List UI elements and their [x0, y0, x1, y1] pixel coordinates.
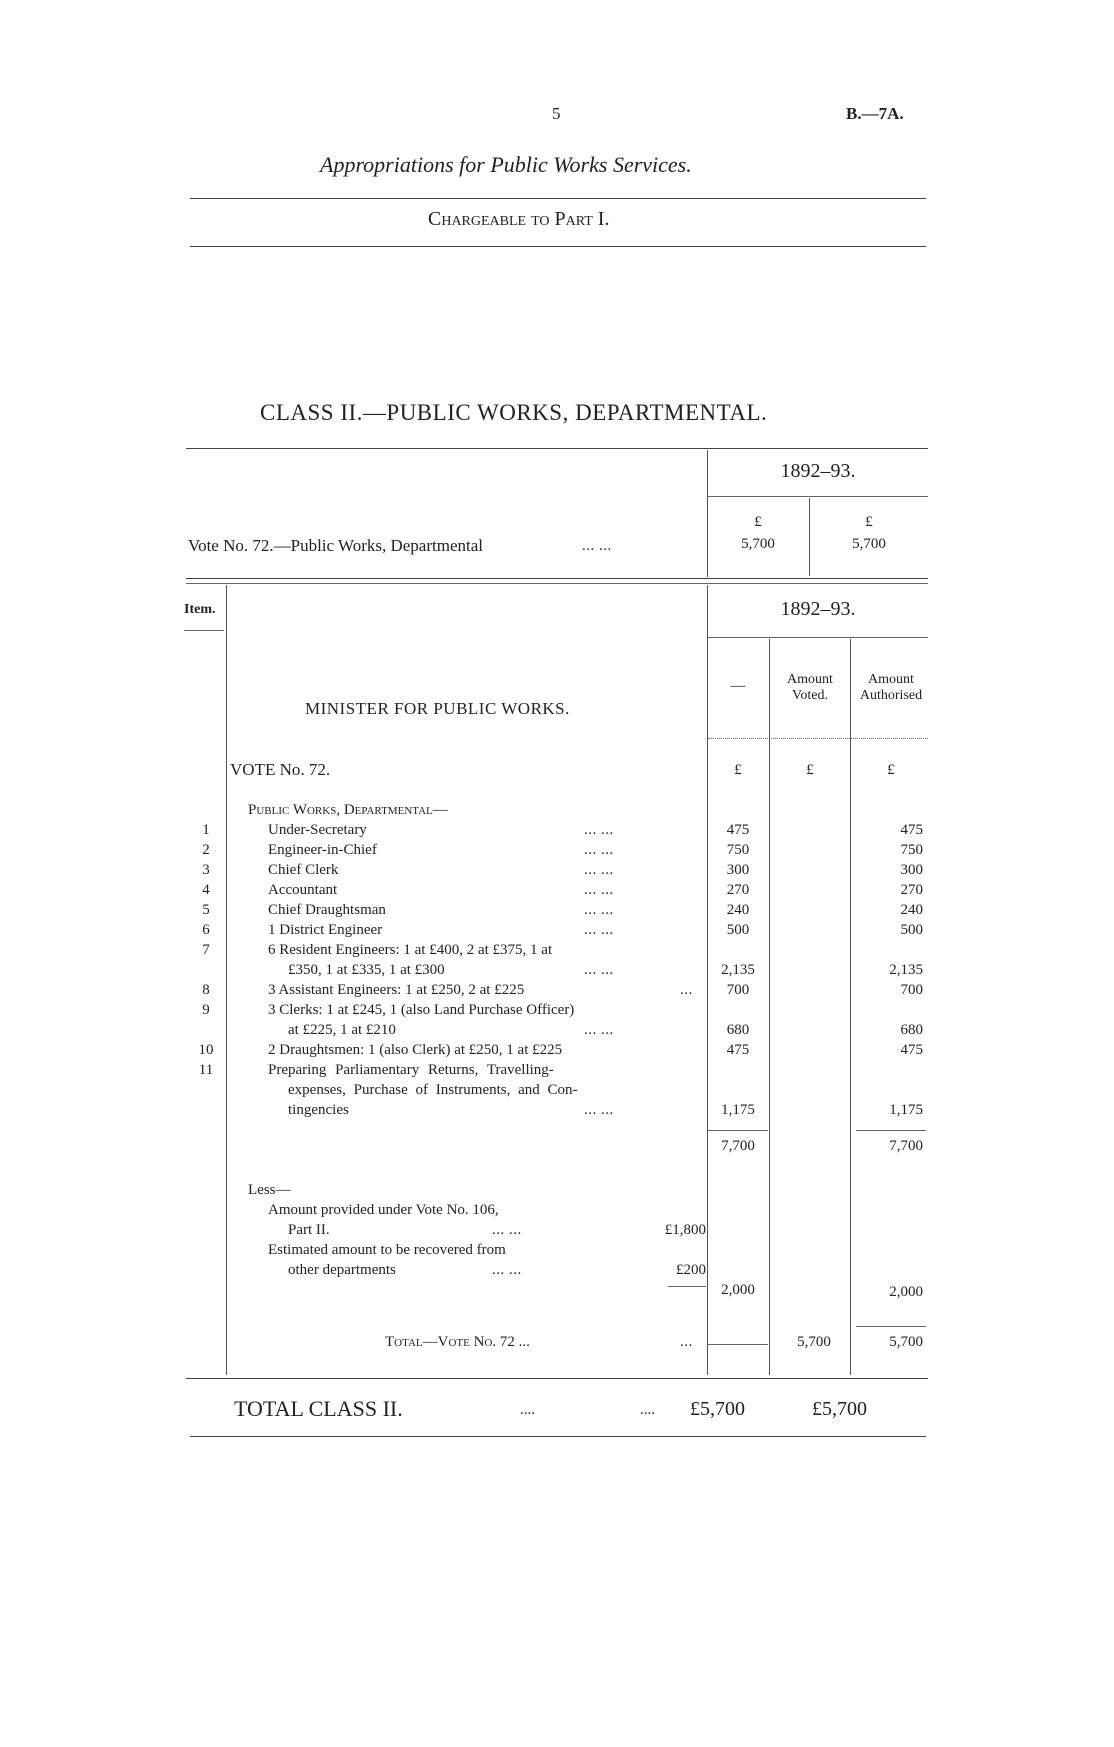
item-number: 3	[202, 862, 210, 878]
item-authorised: 270	[900, 882, 923, 898]
currency-col-3: £	[887, 762, 895, 778]
less-total: 2,000	[721, 1282, 755, 1298]
section-title: MINISTER FOR PUBLIC WORKS.	[305, 699, 570, 718]
summary-currency-2: £	[865, 514, 873, 530]
item-column-header: Item.	[184, 602, 216, 617]
total-authorised: 5,700	[889, 1334, 923, 1350]
summary-year: 1892–93.	[780, 460, 856, 482]
item-amount: 270	[726, 882, 750, 898]
item-number: 10	[198, 1042, 214, 1058]
item-authorised: 300	[900, 862, 923, 878]
less-line1-cont: Part II.	[288, 1222, 330, 1238]
item-authorised: 750	[900, 842, 923, 858]
item-description: 3 Clerks: 1 at £245, 1 (also Land Purchase Officer)	[268, 1002, 575, 1018]
currency-col-2: £	[806, 762, 814, 778]
less-line1: Amount provided under Vote No. 106,	[268, 1202, 499, 1218]
item-leader: ... ...	[584, 822, 614, 838]
item-authorised: 680	[900, 1022, 923, 1038]
item-amount: 2,135	[721, 962, 755, 978]
item-description: Chief Clerk	[268, 862, 339, 878]
rule	[186, 448, 928, 449]
item-amount: 1,175	[721, 1102, 755, 1118]
item-amount: 475	[726, 822, 750, 838]
total-voted: 5,700	[797, 1334, 831, 1350]
dash-column-header: —	[730, 678, 746, 694]
less-line2-leader: ... ...	[492, 1262, 522, 1278]
item-leader: ... ...	[584, 1022, 614, 1038]
item-description: Under-Secretary	[268, 822, 367, 838]
item-leader: ... ...	[584, 962, 614, 978]
item-authorised: 2,135	[889, 962, 923, 978]
page-title: Appropriations for Public Works Services.	[320, 152, 692, 177]
item-column-rule	[226, 585, 227, 1375]
authorised-column-rule	[850, 639, 851, 1375]
item-authorised: 500	[900, 922, 923, 938]
item-amount: 500	[726, 922, 750, 938]
summary-value-1: 5,700	[741, 536, 775, 552]
item-description-cont: tingencies	[288, 1102, 349, 1118]
summary-leader: ... ...	[582, 538, 612, 554]
grand-total-leader-2: ....	[640, 1402, 655, 1418]
item-description: Accountant	[268, 882, 338, 898]
item-description: Preparing Parliamentary Returns, Travelling-	[268, 1062, 554, 1078]
amount-voted-header: Amount Voted.	[787, 672, 833, 703]
item-description-cont: £350, 1 at £335, 1 at £300	[288, 962, 445, 978]
detail-year: 1892–93.	[780, 598, 856, 620]
item-leader: ... ...	[584, 922, 614, 938]
item-authorised: 475	[900, 1042, 923, 1058]
item-description-cont: at £225, 1 at £210	[288, 1022, 396, 1038]
item-leader: ...	[680, 982, 693, 998]
item-leader: ... ...	[584, 882, 614, 898]
item-amount: 680	[726, 1022, 750, 1038]
summary-vote-label: Vote No. 72.—Public Works, Departmental	[188, 536, 483, 555]
grand-total-value-2: £5,700	[812, 1398, 867, 1420]
item-number: 5	[202, 902, 210, 918]
total-vote-label: Total—Vote No. 72 ...	[385, 1334, 530, 1350]
subtotal-amount: 7,700	[721, 1138, 755, 1154]
item-description: Engineer-in-Chief	[268, 842, 377, 858]
item-number: 4	[202, 882, 210, 898]
grand-total-label: TOTAL CLASS II.	[234, 1396, 403, 1421]
total-vote-leader: ...	[680, 1334, 693, 1350]
document-reference: B.—7A.	[846, 104, 904, 123]
item-number: 1	[202, 822, 210, 838]
item-description: 1 District Engineer	[268, 922, 383, 938]
less-line2-cont: other departments	[288, 1262, 396, 1278]
amount-column-rule	[707, 585, 708, 1375]
less-total-authorised: 2,000	[889, 1284, 923, 1300]
item-number: 11	[198, 1062, 214, 1078]
less-line2-amount: £200	[676, 1262, 706, 1278]
item-number: 9	[202, 1002, 210, 1018]
item-authorised: 700	[900, 982, 923, 998]
less-line1-amount: £1,800	[664, 1222, 706, 1238]
item-authorised: 240	[900, 902, 923, 918]
rule	[190, 246, 926, 247]
grand-total-value-1: £5,700	[690, 1398, 745, 1420]
group-heading: Public Works, Departmental—	[248, 802, 448, 818]
item-amount: 300	[726, 862, 750, 878]
chargeable-heading: Chargeable to Part I.	[428, 208, 610, 230]
currency-col-1: £	[734, 762, 742, 778]
item-authorised: 1,175	[889, 1102, 923, 1118]
item-leader: ... ...	[584, 842, 614, 858]
less-line2: Estimated amount to be recovered from	[268, 1242, 506, 1258]
grand-total-leader-1: ....	[520, 1402, 535, 1418]
item-leader: ... ...	[584, 902, 614, 918]
item-number: 8	[202, 982, 210, 998]
summary-value-2: 5,700	[852, 536, 886, 552]
item-amount: 475	[726, 1042, 750, 1058]
item-amount: 240	[726, 902, 750, 918]
item-description-cont: expenses, Purchase of Instruments, and Con-	[288, 1082, 578, 1098]
less-heading: Less—	[248, 1182, 291, 1198]
rule	[190, 198, 926, 199]
vote-number: VOTE No. 72.	[230, 760, 331, 779]
class-heading: CLASS II.—PUBLIC WORKS, DEPARTMENTAL.	[260, 400, 768, 425]
summary-currency-1: £	[754, 514, 762, 530]
item-description: 2 Draughtsmen: 1 (also Clerk) at £250, 1 at £225	[268, 1042, 563, 1058]
item-leader: ... ...	[584, 1102, 614, 1118]
item-description: Chief Draughtsman	[268, 902, 386, 918]
item-number: 7	[202, 942, 210, 958]
subtotal-authorised: 7,700	[889, 1138, 923, 1154]
item-description: 3 Assistant Engineers: 1 at £250, 2 at £225	[268, 982, 525, 998]
item-authorised: 475	[900, 822, 923, 838]
item-number: 6	[202, 922, 210, 938]
voted-column-rule	[769, 639, 770, 1375]
item-amount: 700	[726, 982, 750, 998]
page-number: 5	[552, 104, 561, 123]
item-leader: ... ...	[584, 862, 614, 878]
item-number: 2	[202, 842, 210, 858]
amount-authorised-header: Amount Authorised	[859, 672, 923, 703]
item-description: 6 Resident Engineers: 1 at £400, 2 at £375, 1 at	[268, 942, 553, 958]
less-line1-leader: ... ...	[492, 1222, 522, 1238]
item-amount: 750	[726, 842, 750, 858]
